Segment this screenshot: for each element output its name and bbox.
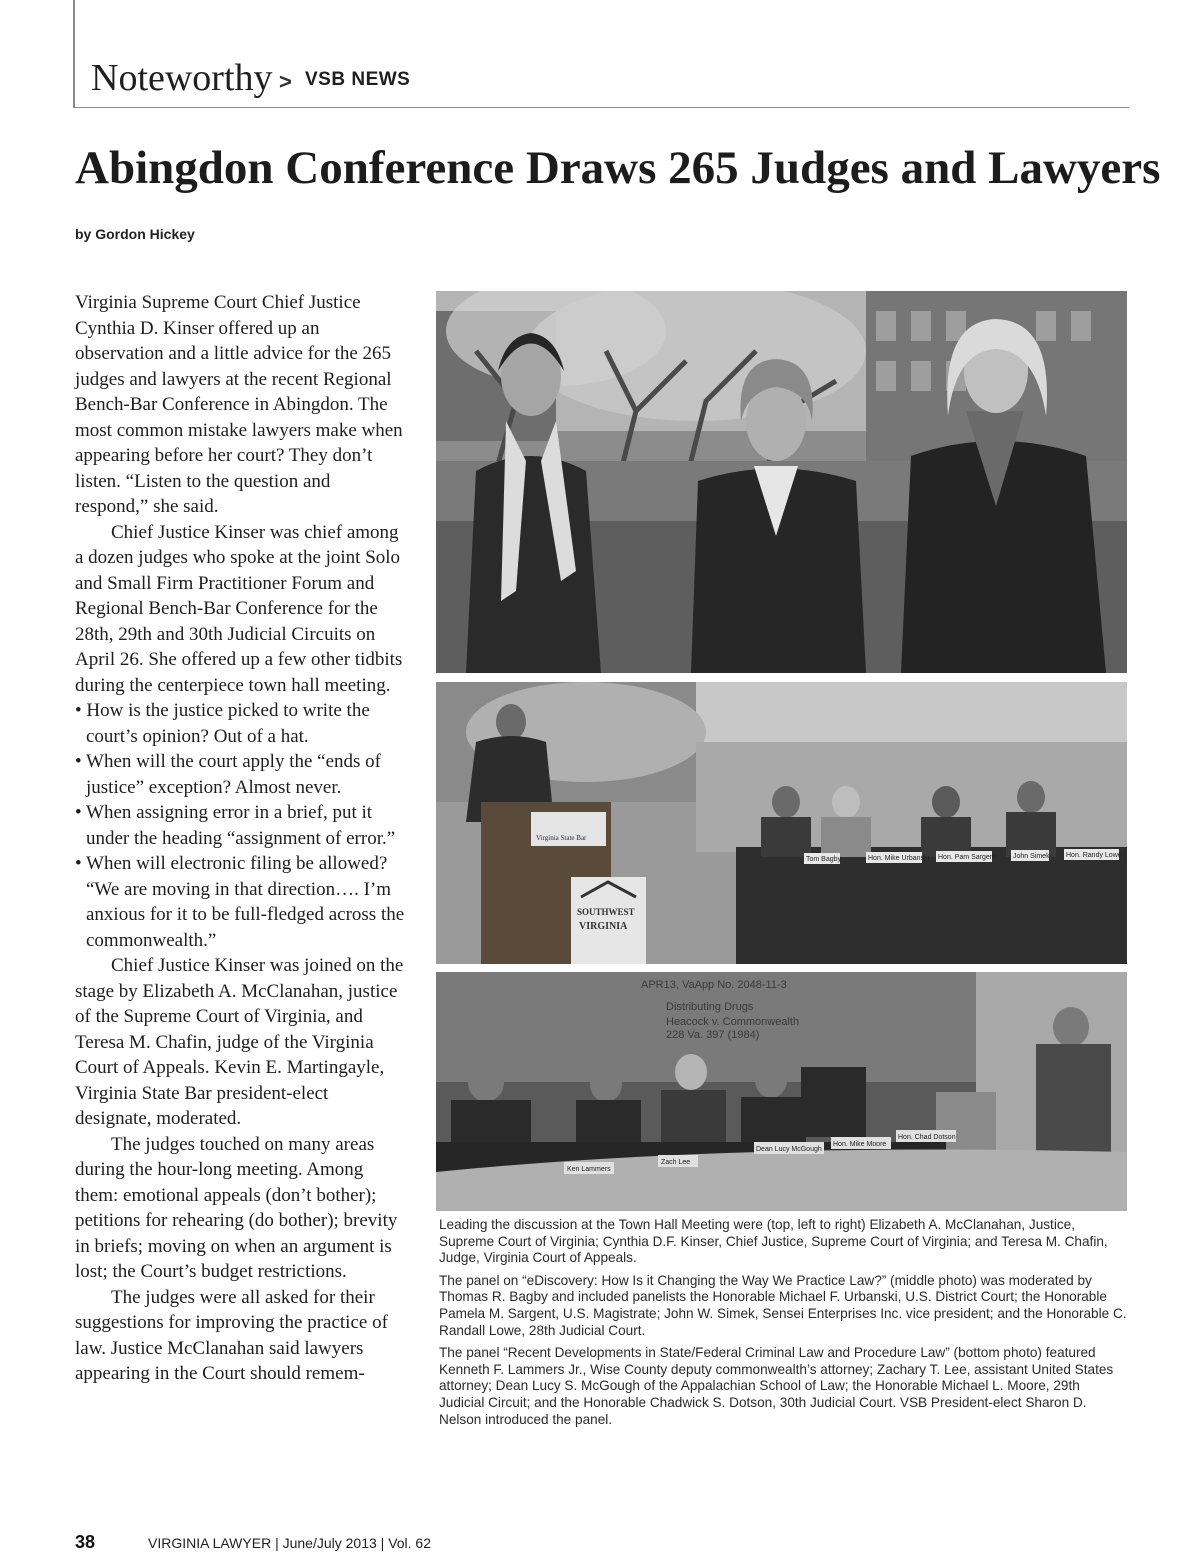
article-byline: by Gordon Hickey bbox=[75, 226, 195, 242]
publication-info: VIRGINIA LAWYER | June/July 2013 | Vol. 62 bbox=[148, 1535, 432, 1551]
photo-criminal-law-panel bbox=[436, 972, 1127, 1211]
screen-text-line-2: Distributing Drugs bbox=[666, 1001, 754, 1013]
podium-sign-text: Virginia State Bar bbox=[536, 834, 587, 842]
nameplate-text: Tom Bagby bbox=[806, 856, 842, 863]
list-item: • How is the justice picked to write the court’s opinion? Out of a hat. bbox=[75, 700, 370, 747]
page-number: 38 bbox=[75, 1532, 96, 1552]
photo-three-judges bbox=[436, 291, 1127, 673]
screen-text-line-1: APR13, VaApp No. 2048-11-3 bbox=[641, 979, 787, 991]
body-paragraph: The judges were all asked for their suggestions for improving the practice of law. Justice McClanahan said lawyers appearing in the Court should remem- bbox=[75, 1286, 388, 1384]
nameplate-text: Dean Lucy McGough bbox=[756, 1146, 822, 1153]
section-name: Noteworthy bbox=[91, 57, 273, 99]
photo-three-judges-image bbox=[436, 291, 1127, 673]
photo-ediscovery-panel bbox=[436, 682, 1127, 964]
screen-text-line-3: Heacock v. Commonwealth bbox=[666, 1016, 800, 1028]
article-body bbox=[75, 290, 405, 1387]
nameplate-text: Hon. Mike Urbanski bbox=[868, 855, 930, 862]
nameplate-text: Hon. Pam Sargent bbox=[938, 854, 996, 861]
header-horizontal-rule bbox=[73, 107, 1129, 108]
body-paragraph: The judges touched on many areas during the hour-long meeting. Among them: emotional appeals (don’t bother); petitions for rehearing (do bother); brevity in briefs; moving on when an argument is lost; the Court’s budget restrictions. bbox=[75, 1133, 398, 1282]
caption-bottom-photo: The panel “Recent Developments in State/Federal Criminal Law and Procedure Law” (bottom photo) featured Kenneth F. Lammers Jr., Wise County deputy commonwealth’s attorney; Zachary T. Lee, assistant United States attorney; Dean Lucy S. McGough of the Appalachian School of Law; the Honorable Michael L. Moore, 29th Judicial Circuit; and the Honorable Chadwick S. Dotson, 30th Judicial Court. VSB President-elect Sharon D. Nelson introduced the panel. bbox=[439, 1345, 1114, 1427]
tidbits-list bbox=[75, 698, 405, 953]
nameplate-text: John Simek bbox=[1013, 853, 1050, 860]
page-footer bbox=[75, 1532, 675, 1556]
list-item: • When will the court apply the “ends of justice” exception? Almost never. bbox=[75, 751, 381, 798]
nameplate-text: Hon. Chad Dotson bbox=[898, 1134, 956, 1141]
list-item: • When will electronic filing be allowed? “We are moving in that direction…. I’m anxious for it to be full-fledged across the commonwealth.” bbox=[75, 853, 405, 951]
list-item: • When assigning error in a brief, put it under the heading “assignment of error.” bbox=[75, 802, 396, 849]
screen-text-line-4: 228 Va. 397 (1984) bbox=[666, 1029, 760, 1041]
body-paragraph: Chief Justice Kinser was joined on the stage by Elizabeth A. McClanahan, justice of the Supreme Court of Virginia, and Teresa M. Chafin, judge of the Virginia Court of Appeals. Kevin E. Martingayle, Virginia State Bar president-elect designate, moderated. bbox=[75, 955, 404, 1129]
nameplate-text: Hon. Mike Moore bbox=[833, 1141, 887, 1148]
banner-line-1: SOUTHWEST bbox=[577, 907, 635, 917]
header-vertical-rule bbox=[73, 0, 75, 108]
photo-captions bbox=[439, 1217, 1127, 1434]
section-header bbox=[73, 0, 1129, 110]
body-paragraph: Virginia Supreme Court Chief Justice Cynthia D. Kinser offered up an observation and a little advice for the 265 judges and lawyers at the recent Regional Bench-Bar Conference in Abingdon. The most common mistake lawyers make when appearing before her court? They don’t listen. “Listen to the question and respond,” she said. bbox=[75, 292, 403, 517]
photo-criminal-law-panel-image bbox=[436, 972, 1127, 1211]
photo-ediscovery-panel-image bbox=[436, 682, 1127, 964]
section-subtitle: VSB NEWS bbox=[305, 69, 411, 90]
caption-top-photo: Leading the discussion at the Town Hall Meeting were (top, left to right) Elizabeth A. McClanahan, Justice, Supreme Court of Virginia; Cynthia D.F. Kinser, Chief Justice, Supreme Court of Virginia; and Teresa M. Chafin, Judge, Virginia Court of Appeals. bbox=[439, 1217, 1108, 1266]
article-headline: Abingdon Conference Draws 265 Judges and Lawyers bbox=[75, 142, 1161, 194]
nameplate-text: Hon. Randy Lowe bbox=[1066, 852, 1122, 859]
nameplate-text: Zach Lee bbox=[661, 1159, 691, 1166]
body-paragraph: Chief Justice Kinser was chief among a dozen judges who spoke at the joint Solo and Small Firm Practitioner Forum and Regional Bench-Bar Conference for the 28th, 29th and 30th Judicial Circuits on April 26. She offered up a few other tidbits during the centerpiece town hall meeting. bbox=[75, 521, 403, 696]
caption-middle-photo: The panel on “eDiscovery: How Is it Changing the Way We Practice Law?” (middle photo) was moderated by Thomas R. Bagby and included panelists the Honorable Michael F. Urbanski, U.S. District Court; the Honorable Pamela M. Sargent, U.S. Magistrate; John W. Simek, Sensei Enterprises Inc. vice president; and the Honorable C. Randall Lowe, 28th Judicial Court. bbox=[439, 1272, 1127, 1338]
section-separator: > bbox=[279, 69, 292, 94]
banner-line-2: VIRGINIA bbox=[579, 921, 628, 932]
nameplate-text: Ken Lammers bbox=[567, 1166, 611, 1173]
